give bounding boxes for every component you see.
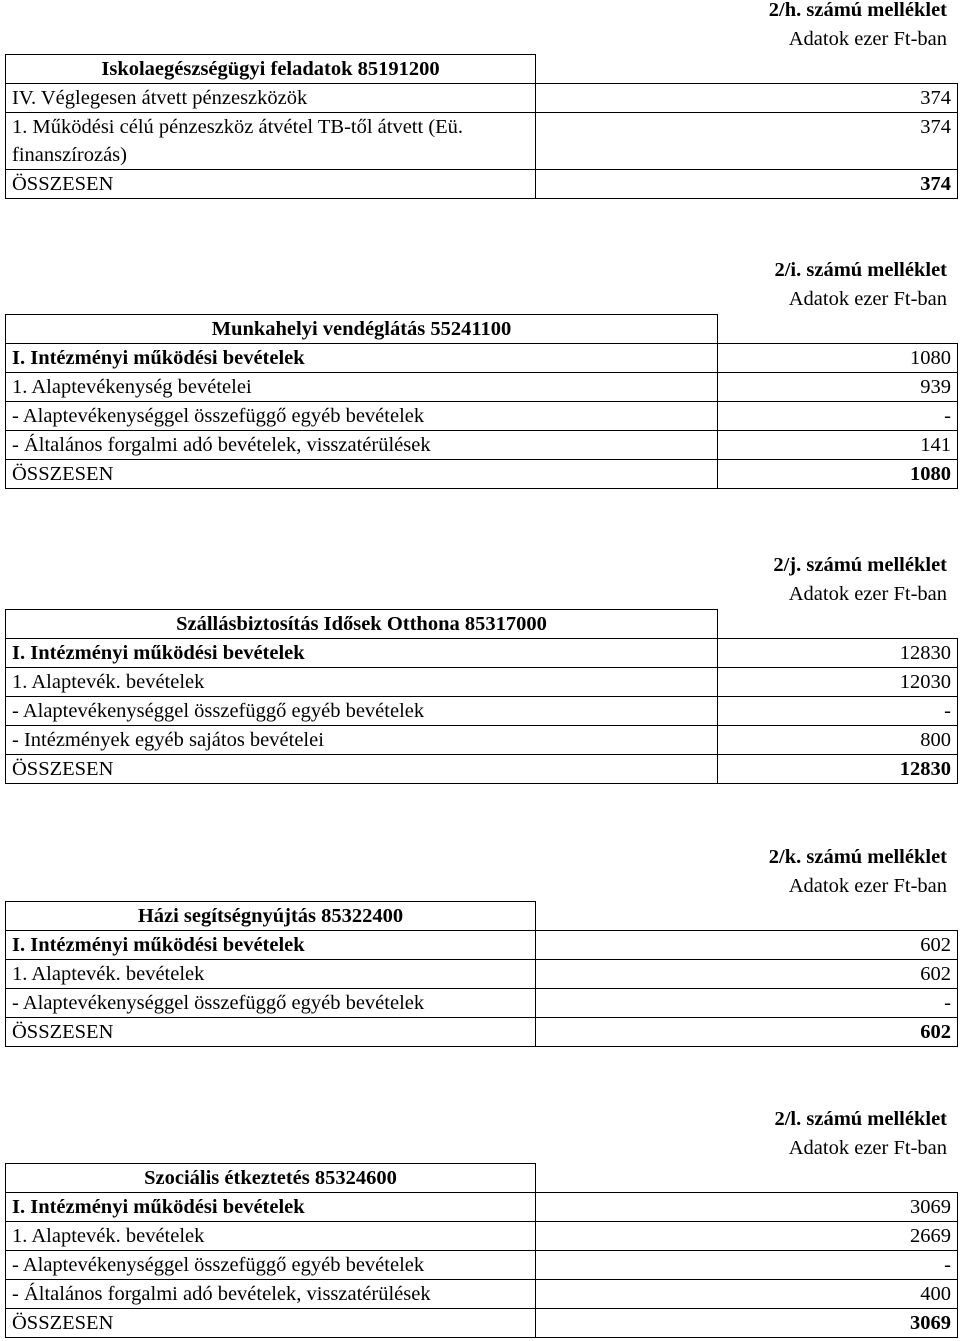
row-label: I. Intézményi működési bevételek xyxy=(6,344,718,373)
table-title: Szociális étkeztetés 85324600 xyxy=(6,1164,536,1193)
annex-2k-section xyxy=(5,843,957,1047)
table-row xyxy=(6,1280,958,1309)
table-title: Iskolaegészségügyi feladatok 85191200 xyxy=(6,55,536,84)
table-row xyxy=(6,113,958,170)
table-title-row xyxy=(6,1164,958,1193)
table-title: Házi segítségnyújtás 85322400 xyxy=(6,902,536,931)
row-amount: 12830 xyxy=(718,755,958,784)
table-row xyxy=(6,697,958,726)
row-label: I. Intézményi működési bevételek xyxy=(6,639,718,668)
row-amount: - xyxy=(536,989,958,1018)
table-title-row xyxy=(6,55,958,84)
annex-2l-table xyxy=(5,1163,958,1338)
row-label: 1. Működési célú pénzeszköz átvétel TB-től átvett (Eü. finanszírozás) xyxy=(6,113,536,170)
unit-label: Adatok ezer Ft-ban xyxy=(788,1137,947,1159)
row-amount: 12830 xyxy=(718,639,958,668)
table-row xyxy=(6,960,958,989)
row-label: - Általános forgalmi adó bevételek, visszatérülések xyxy=(6,431,718,460)
row-label: 1. Alaptevék. bevételek xyxy=(6,1222,536,1251)
row-amount: 400 xyxy=(536,1280,958,1309)
table-row xyxy=(6,1193,958,1222)
table-row xyxy=(6,344,958,373)
table-row xyxy=(6,1309,958,1338)
row-amount: 1080 xyxy=(718,460,958,489)
table-row xyxy=(6,402,958,431)
row-amount: 800 xyxy=(718,726,958,755)
unit-label: Adatok ezer Ft-ban xyxy=(788,28,947,50)
table-row xyxy=(6,1222,958,1251)
row-amount: - xyxy=(718,697,958,726)
annex-2j-section xyxy=(5,551,957,784)
table-row xyxy=(6,639,958,668)
table-row xyxy=(6,84,958,113)
table-row xyxy=(6,726,958,755)
row-amount: - xyxy=(718,402,958,431)
annex-2i-section xyxy=(5,256,957,489)
row-amount: 2669 xyxy=(536,1222,958,1251)
row-amount: 12030 xyxy=(718,668,958,697)
table-row xyxy=(6,755,958,784)
annex-2k-table xyxy=(5,901,958,1047)
row-label: - Alaptevékenységgel összefüggő egyéb bevételek xyxy=(6,402,718,431)
row-amount: - xyxy=(536,1251,958,1280)
row-label: IV. Véglegesen átvett pénzeszközök xyxy=(6,84,536,113)
row-label: - Alaptevékenységgel összefüggő egyéb bevételek xyxy=(6,989,536,1018)
table-title-row xyxy=(6,610,958,639)
table-row xyxy=(6,668,958,697)
row-amount: 141 xyxy=(718,431,958,460)
row-label: ÖSSZESEN xyxy=(6,170,536,199)
row-label: - Általános forgalmi adó bevételek, visszatérülések xyxy=(6,1280,536,1309)
row-label: ÖSSZESEN xyxy=(6,460,718,489)
unit-label: Adatok ezer Ft-ban xyxy=(788,583,947,605)
table-row xyxy=(6,931,958,960)
unit-label: Adatok ezer Ft-ban xyxy=(788,875,947,897)
table-title-row xyxy=(6,315,958,344)
annex-2l-section xyxy=(5,1105,957,1338)
row-label: 1. Alaptevék. bevételek xyxy=(6,960,536,989)
annex-2h-table xyxy=(5,54,958,199)
row-amount: 602 xyxy=(536,1018,958,1047)
annex-label: 2/i. számú melléklet xyxy=(774,259,947,281)
row-label: ÖSSZESEN xyxy=(6,755,718,784)
annex-label: 2/l. számú melléklet xyxy=(774,1108,947,1130)
table-row xyxy=(6,431,958,460)
row-amount: 3069 xyxy=(536,1309,958,1338)
annex-label: 2/k. számú melléklet xyxy=(768,846,947,868)
row-label: 1. Alaptevékenység bevételei xyxy=(6,373,718,402)
annex-2i-table xyxy=(5,314,958,489)
row-label: I. Intézményi működési bevételek xyxy=(6,931,536,960)
row-amount: 374 xyxy=(536,113,958,170)
table-title: Szállásbiztosítás Idősek Otthona 85317000 xyxy=(6,610,718,639)
table-row xyxy=(6,1018,958,1047)
row-amount: 3069 xyxy=(536,1193,958,1222)
annex-2h-section xyxy=(5,0,957,199)
row-label: I. Intézményi működési bevételek xyxy=(6,1193,536,1222)
row-label: - Alaptevékenységgel összefüggő egyéb bevételek xyxy=(6,697,718,726)
row-amount: 602 xyxy=(536,960,958,989)
row-amount: 602 xyxy=(536,931,958,960)
row-amount: 374 xyxy=(536,84,958,113)
table-row xyxy=(6,460,958,489)
row-amount: 939 xyxy=(718,373,958,402)
row-amount: 1080 xyxy=(718,344,958,373)
row-label: ÖSSZESEN xyxy=(6,1018,536,1047)
row-label: 1. Alaptevék. bevételek xyxy=(6,668,718,697)
row-label: - Intézmények egyéb sajátos bevételei xyxy=(6,726,718,755)
annex-label: 2/h. számú melléklet xyxy=(768,0,947,21)
unit-label: Adatok ezer Ft-ban xyxy=(788,288,947,310)
row-label: ÖSSZESEN xyxy=(6,1309,536,1338)
table-row xyxy=(6,170,958,199)
row-label: - Alaptevékenységgel összefüggő egyéb bevételek xyxy=(6,1251,536,1280)
table-row xyxy=(6,989,958,1018)
table-row xyxy=(6,373,958,402)
row-amount: 374 xyxy=(536,170,958,199)
annex-label: 2/j. számú melléklet xyxy=(773,554,947,576)
table-row xyxy=(6,1251,958,1280)
annex-2j-table xyxy=(5,609,958,784)
table-title-row xyxy=(6,902,958,931)
table-title: Munkahelyi vendéglátás 55241100 xyxy=(6,315,718,344)
